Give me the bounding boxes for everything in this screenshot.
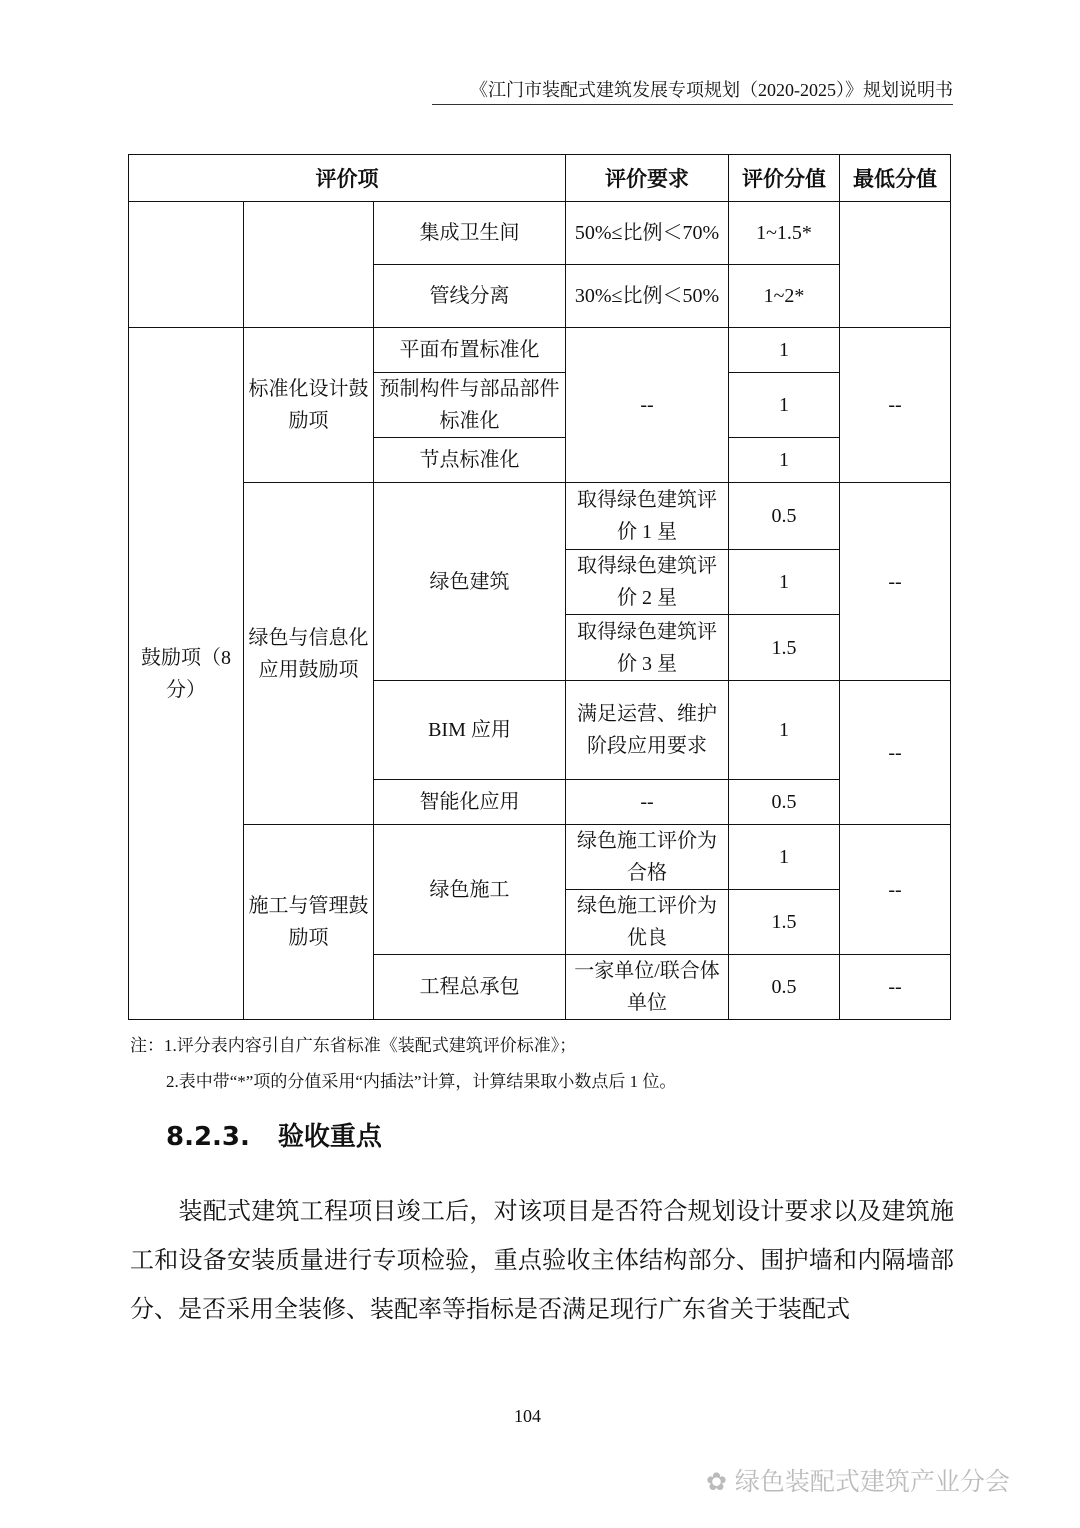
header-min: 最低分值 — [840, 155, 951, 202]
req: 取得绿色建筑评价 2 星 — [566, 550, 729, 615]
score: 1 — [729, 550, 840, 615]
score: 1~2* — [729, 265, 840, 328]
note-2: 2.表中带“*”项的分值采用“内插法”计算，计算结果取小数点后 1 位。 — [166, 1072, 677, 1091]
req: -- — [566, 328, 729, 483]
watermark — [706, 1462, 1010, 1498]
item: BIM 应用 — [374, 681, 566, 780]
section-title: 验收重点 — [277, 1122, 382, 1152]
req: 满足运营、维护阶段应用要求 — [566, 681, 729, 780]
category: 鼓励项（8分） — [129, 328, 244, 1020]
score: 0.5 — [729, 955, 840, 1020]
req: 绿色施工评价为合格 — [566, 825, 729, 890]
score: 1.5 — [729, 890, 840, 955]
req: 绿色施工评价为优良 — [566, 890, 729, 955]
watermark-text: 绿色装配式建筑产业分会 — [734, 1467, 1010, 1496]
item: 平面布置标准化 — [374, 328, 566, 373]
body-paragraph: 装配式建筑工程项目竣工后，对该项目是否符合规划设计要求以及建筑施工和设备安装质量进行专项检验，重点验收主体结构部分、围护墙和内隔墙部分、是否采用全装修、装配率等指标是否满足现行广东省关于装配式 — [130, 1199, 954, 1323]
group: 标准化设计鼓励项 — [244, 328, 374, 483]
item: 智能化应用 — [374, 780, 566, 825]
req: 取得绿色建筑评价 3 星 — [566, 615, 729, 681]
req: 取得绿色建筑评价 1 星 — [566, 483, 729, 550]
min: -- — [840, 825, 951, 955]
score: 1.5 — [729, 615, 840, 681]
cell-empty — [840, 202, 951, 328]
item: 集成卫生间 — [374, 202, 566, 265]
req: 50%≤比例＜70% — [566, 202, 729, 265]
cell-empty — [129, 202, 244, 328]
group: 施工与管理鼓励项 — [244, 825, 374, 1020]
item: 工程总承包 — [374, 955, 566, 1020]
page-number: 104 — [514, 1406, 541, 1426]
cell-empty — [244, 202, 374, 328]
item: 预制构件与部品部件标准化 — [374, 373, 566, 438]
item: 节点标准化 — [374, 438, 566, 483]
score: 1 — [729, 825, 840, 890]
score: 1 — [729, 681, 840, 780]
score: 1 — [729, 438, 840, 483]
header-item: 评价项 — [129, 155, 566, 202]
min: -- — [840, 955, 951, 1020]
score: 0.5 — [729, 483, 840, 550]
note-1: 注：1.评分表内容引自广东省标准《装配式建筑评价标准》； — [130, 1036, 577, 1055]
score: 1 — [729, 328, 840, 373]
header-req: 评价要求 — [566, 155, 729, 202]
item: 绿色施工 — [374, 825, 566, 955]
req: 30%≤比例＜50% — [566, 265, 729, 328]
section-heading — [166, 1116, 382, 1153]
score: 0.5 — [729, 780, 840, 825]
score-table — [128, 154, 951, 1020]
item: 管线分离 — [374, 265, 566, 328]
req: 一家单位/联合体单位 — [566, 955, 729, 1020]
score: 1~1.5* — [729, 202, 840, 265]
min: -- — [840, 328, 951, 483]
min: -- — [840, 681, 951, 825]
section-number: 8.2.3. — [166, 1122, 250, 1152]
score: 1 — [729, 373, 840, 438]
min: -- — [840, 483, 951, 681]
header-score: 评价分值 — [729, 155, 840, 202]
running-header: 《江门市装配式建筑发展专项规划（2020-2025）》规划说明书 — [432, 76, 953, 105]
wechat-icon: ✿ — [706, 1467, 735, 1496]
group: 绿色与信息化应用鼓励项 — [244, 483, 374, 825]
item: 绿色建筑 — [374, 483, 566, 681]
req: -- — [566, 780, 729, 825]
